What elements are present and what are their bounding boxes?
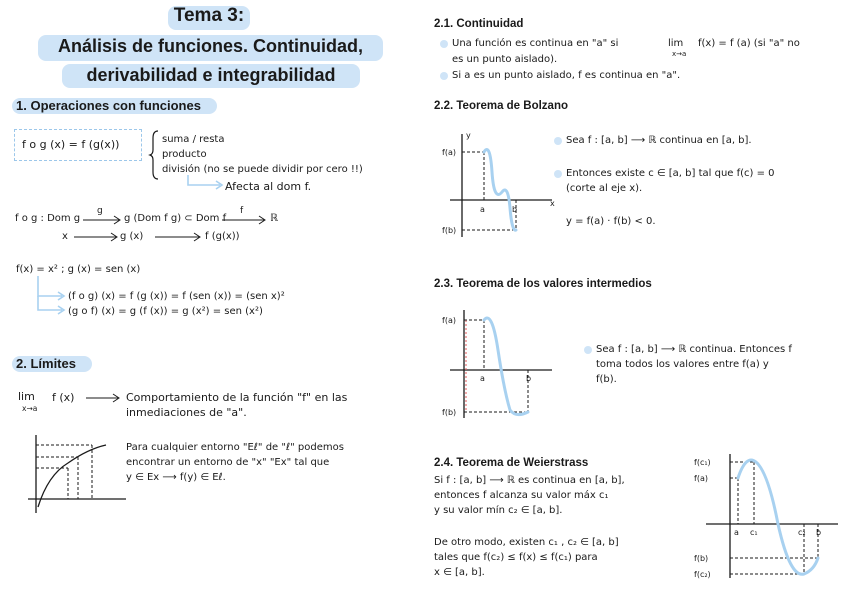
weierstrass-c1-label: c₁ xyxy=(750,528,758,537)
s21-lim: lim xyxy=(668,38,684,49)
map-arrow-1-label: g xyxy=(97,206,103,216)
limit-definition-2: encontrar un entorno de "x" "Ex" tal que xyxy=(126,457,330,468)
lim-description-2: inmediaciones de "a". xyxy=(126,406,247,419)
title-line-1: Tema 3: xyxy=(173,5,245,26)
lim-fx: f (x) xyxy=(52,391,75,404)
weierstrass-c2-label: c₂ xyxy=(798,528,806,537)
bolzano-b-label: b xyxy=(512,205,518,214)
s23-heading: 2.3. Teorema de los valores intermedios xyxy=(434,278,652,290)
title-line-3: derivabilidad e integrabilidad xyxy=(86,65,336,85)
title-line-2: Análisis de funciones. Continuidad, xyxy=(57,36,364,56)
example-fog: (f o g) (x) = f (g (x)) = f (sen (x)) = (sen x)² xyxy=(68,291,285,302)
s21-text-1: Una función es continua en "a" si xyxy=(452,38,619,49)
weierstrass-a-label: a xyxy=(734,528,739,537)
op-sum: suma / resta xyxy=(162,134,225,145)
s21-text-2: es un punto aislado). xyxy=(452,54,558,65)
s24-text-2: entonces f alcanza su valor máx c₁ xyxy=(434,490,609,501)
ops-note-arrow xyxy=(186,175,226,191)
intermediate-graph xyxy=(440,310,560,420)
s21-text-3: Si a es un punto aislado, f es continua en "a". xyxy=(452,70,681,81)
bolzano-x-label: x xyxy=(550,199,555,208)
s24-text-4: De otro modo, existen c₁ , c₂ ∈ [a, b] xyxy=(434,537,619,548)
example-arrows xyxy=(36,276,68,316)
ops-note: Afecta al dom f. xyxy=(225,180,312,193)
lim-description-1: Comportamiento de la función "f" en las xyxy=(126,391,348,404)
weierstrass-graph xyxy=(692,454,842,580)
lim-word: lim xyxy=(18,390,35,403)
limit-definition-1: Para cualquier entorno "Eℓ" de "ℓ" podemos xyxy=(126,442,344,453)
section1-heading: 1. Operaciones con funciones xyxy=(16,98,201,113)
s22-bullet-1 xyxy=(554,137,562,145)
bolzano-fb-label: f(b) xyxy=(442,226,457,235)
map-row1-mid: g (Dom f g) ⊂ Dom f xyxy=(124,213,227,224)
s23-bullet-1 xyxy=(584,346,592,354)
s23-text-3: f(b). xyxy=(596,374,617,385)
bolzano-graph xyxy=(440,132,560,242)
s22-bullet-2 xyxy=(554,170,562,178)
map-row1-left: f o g : Dom g xyxy=(15,213,81,224)
bolzano-a-label: a xyxy=(480,205,485,214)
example-definition: f(x) = x² ; g (x) = sen (x) xyxy=(16,264,141,275)
s24-heading: 2.4. Teorema de Weierstrass xyxy=(434,457,589,469)
s21-heading: 2.1. Continuidad xyxy=(434,18,524,30)
lim-arrow xyxy=(86,392,122,404)
op-division: división (no se puede dividir por cero !!) xyxy=(162,164,363,175)
s24-text-6: x ∈ [a, b]. xyxy=(434,567,485,578)
limit-graph xyxy=(28,435,128,515)
intermediate-b-label: b xyxy=(526,374,532,383)
intermediate-fb-label: f(b) xyxy=(442,408,457,417)
s24-text-5: tales que f(c₂) ≤ f(x) ≤ f(c₁) para xyxy=(434,552,598,563)
composition-formula: f o g (x) = f (g(x)) xyxy=(22,138,120,151)
bolzano-fa-label: f(a) xyxy=(442,148,456,157)
example-gof: (g o f) (x) = g (f (x)) = g (x²) = sen (x²) xyxy=(68,306,263,317)
lim-subscript: x→a xyxy=(22,404,38,413)
map-row2-mid: g (x) xyxy=(120,231,144,242)
s21-bullet-1 xyxy=(440,40,448,48)
op-product: producto xyxy=(162,149,207,160)
s21-lim-sub: x→a xyxy=(672,50,687,58)
s22-text-1: Sea f : [a, b] ⟶ ℝ continua en [a, b]. xyxy=(566,135,752,146)
map-arrow-1 xyxy=(83,212,123,224)
s23-text-2: toma todos los valores entre f(a) y xyxy=(596,359,769,370)
s21-bullet-2 xyxy=(440,72,448,80)
weierstrass-fa-label: f(a) xyxy=(694,474,708,483)
weierstrass-fc2-label: f(c₂) xyxy=(694,570,711,579)
weierstrass-b-label: b xyxy=(816,528,822,537)
map-arrow-3 xyxy=(74,230,120,242)
s24-text-1: Si f : [a, b] ⟶ ℝ es continua en [a, b], xyxy=(434,475,625,486)
bolzano-y-label: y xyxy=(466,131,471,140)
map-row1-right: ℝ xyxy=(270,213,278,224)
s24-text-3: y su valor mín c₂ ∈ [a, b]. xyxy=(434,505,563,516)
map-row2-right: f (g(x)) xyxy=(205,231,240,242)
s21-text-1-rest: f(x) = f (a) (si "a" no xyxy=(698,38,800,49)
map-arrow-4 xyxy=(155,230,203,242)
s22-text-4: y = f(a) · f(b) < 0. xyxy=(566,216,656,227)
intermediate-a-label: a xyxy=(480,374,485,383)
limit-definition-3: y ∈ Ex ⟶ f(y) ∈ Eℓ. xyxy=(126,472,226,483)
s22-heading: 2.2. Teorema de Bolzano xyxy=(434,100,568,112)
s22-text-3: (corte al eje x). xyxy=(566,183,643,194)
map-row2-left: x xyxy=(62,231,68,242)
intermediate-fa-label: f(a) xyxy=(442,316,456,325)
map-arrow-2-label: f xyxy=(240,206,244,216)
weierstrass-fb-label: f(b) xyxy=(694,554,709,563)
weierstrass-fc1-label: f(c₁) xyxy=(694,458,711,467)
ops-brace xyxy=(150,130,160,180)
s23-text-1: Sea f : [a, b] ⟶ ℝ continua. Entonces f xyxy=(596,344,792,355)
map-arrow-2 xyxy=(222,212,268,224)
s22-text-2: Entonces existe c ∈ [a, b] tal que f(c) = 0 xyxy=(566,168,775,179)
section2-heading: 2. Límites xyxy=(16,356,76,371)
